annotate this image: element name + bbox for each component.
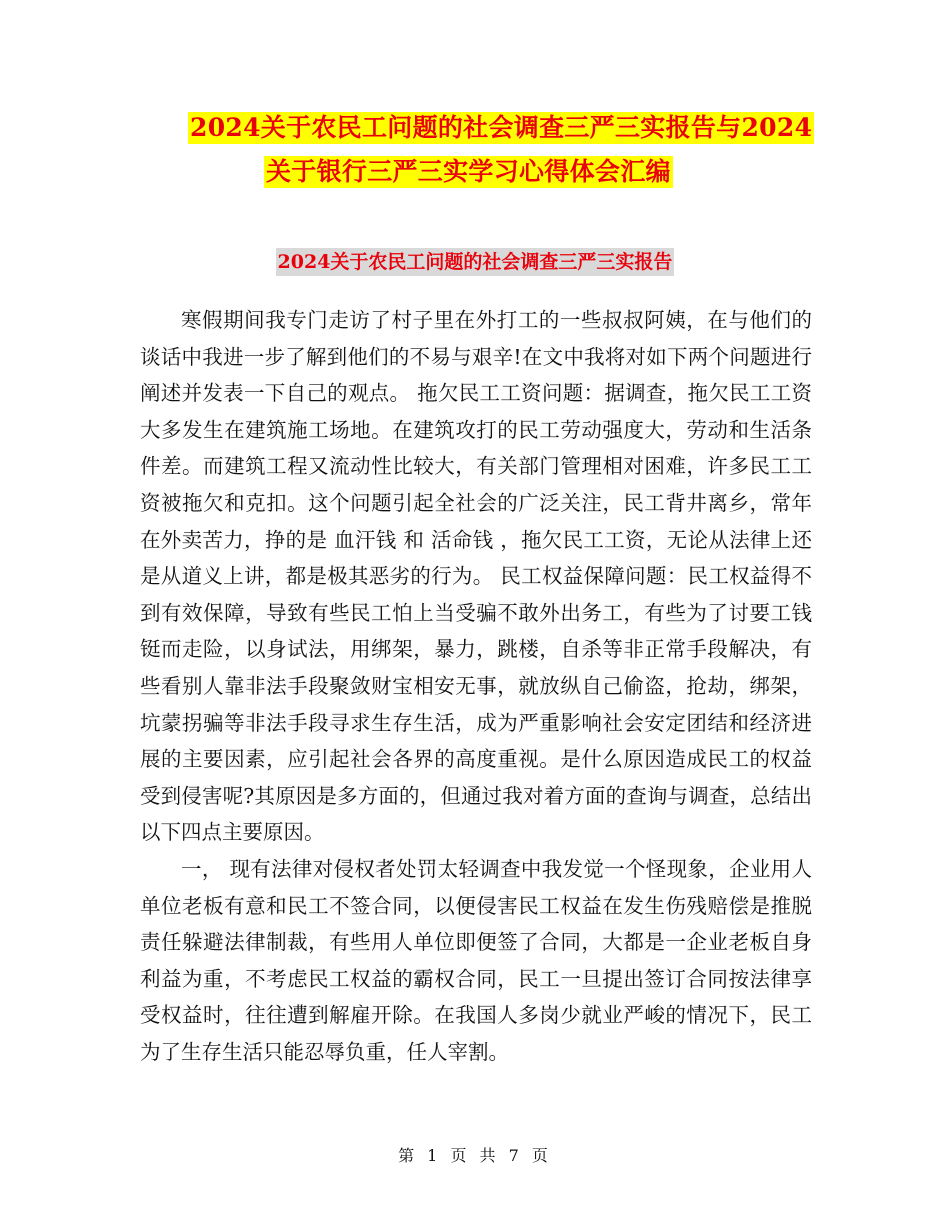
body-text <box>140 302 812 1070</box>
page-footer: 第 1 页 共 7 页 <box>398 1146 552 1165</box>
paragraph: 一， 现有法律对侵权者处罚太轻调查中我发觉一个怪现象，企业用人单位老板有意和民工不签合同，以便侵害民工权益在发生伤残赔偿是推脱责任躲避法律制裁，有些用人单位即便签了合同，大都是一企业老板自身利益为重，不考虑民工权益的霸权合同，民工一旦提出签订合同按法律享受权益时，往往遭到解雇开除。在我国人多岗少就业严峻的情况下，民工为了生存生活只能忍辱负重，任人宰割。 <box>140 856 812 1064</box>
title-line-1: 2024关于农民工问题的社会调查三严三实报告与2024 <box>190 113 813 142</box>
section-heading <box>0 248 950 276</box>
section-heading-text: 2024关于农民工问题的社会调查三严三实报告 <box>276 248 675 276</box>
paragraph: 寒假期间我专门走访了村子里在外打工的一些叔叔阿姨，在与他们的谈话中我进一步了解到他们的不易与艰辛!在文中我将对如下两个问题进行阐述并发表一下自己的观点。 拖欠民工工资问题：据调查，拖欠民工工资大多发生在建筑施工场地。在建筑攻打的民工劳动强度大，劳动和生活条件差。而建筑工程又流动性比较大，有关部门管理相对困难，许多民工工资被拖欠和克扣。这个问题引起全社会的广泛关注，民工背井离乡，常年在外卖苦力，挣的是 血汗钱 和 活命钱 ，拖欠民工工资，无论从法律上还是从道义上讲，都是极其恶劣的行为。 民工权益保障问题：民工权益得不到有效保障，导致有些民工怕上当受骗不敢外出务工，有些为了讨要工钱铤而走险，以身试法，用绑架，暴力，跳楼，自杀等非正常手段解决，有些看别人靠非法手段聚敛财宝相安无事，就放纵自己偷盗，抢劫，绑架，坑蒙拐骗等非法手段寻求生存生活，成为严重影响社会安定团结和经济进展的主要因素，应引起社会各界的高度重视。是什么原因造成民工的权益受到侵害呢?其原因是多方面的，但通过我对着方面的查询与调查，总结出以下四点主要原因。 <box>140 308 812 845</box>
document-title <box>140 112 820 188</box>
title-line-2: 关于银行三严三实学习心得体会汇编 <box>266 157 671 186</box>
